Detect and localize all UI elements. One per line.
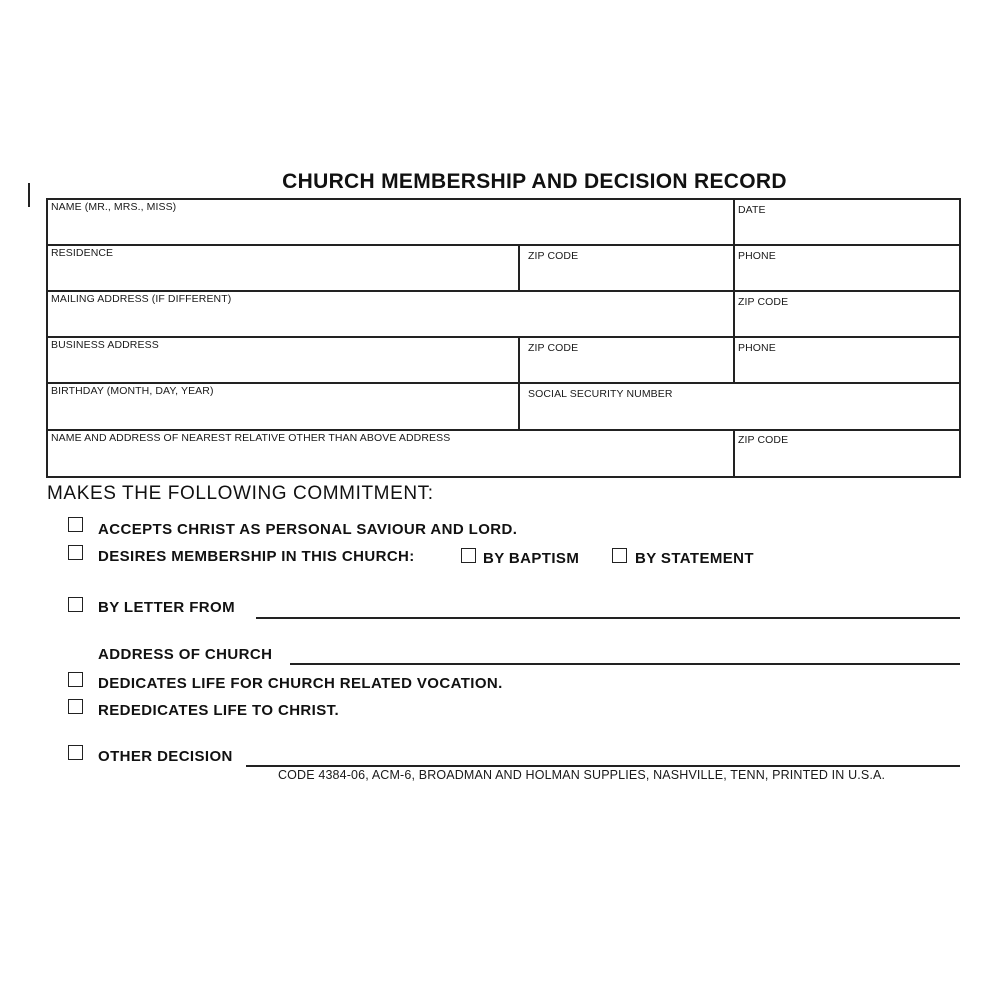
other-decision-label: OTHER DECISION (98, 748, 233, 765)
accepts-christ-checkbox[interactable] (68, 517, 83, 532)
address-of-church-label: ADDRESS OF CHURCH (98, 646, 273, 663)
row-divider (46, 290, 961, 292)
column-divider (733, 198, 735, 244)
by-baptism-label: BY BAPTISM (483, 550, 580, 567)
other-decision-checkbox[interactable] (68, 745, 83, 760)
dedicates-label: DEDICATES LIFE FOR CHURCH RELATED VOCATION. (98, 675, 503, 692)
row-divider (46, 382, 961, 384)
column-divider (518, 382, 520, 429)
column-divider (518, 244, 520, 290)
date-field[interactable]: DATE (738, 204, 766, 216)
row-divider (46, 336, 961, 338)
by-baptism-checkbox[interactable] (461, 548, 476, 563)
relative-zip-field[interactable]: ZIP CODE (738, 434, 789, 446)
nearest-relative-field[interactable]: NAME AND ADDRESS OF NEAREST RELATIVE OTHER THAN ABOVE ADDRESS (51, 432, 451, 444)
column-divider (733, 336, 735, 382)
name-field[interactable]: NAME (MR., MRS., MISS) (51, 201, 177, 213)
by-letter-line[interactable] (256, 617, 960, 619)
commitment-heading: MAKES THE FOLLOWING COMMITMENT: (47, 483, 434, 504)
rededicates-checkbox[interactable] (68, 699, 83, 714)
row-divider (46, 429, 961, 431)
residence-zip-field[interactable]: ZIP CODE (528, 250, 579, 262)
mailing-zip-field[interactable]: ZIP CODE (738, 296, 789, 308)
membership-checkbox[interactable] (68, 545, 83, 560)
dedicates-checkbox[interactable] (68, 672, 83, 687)
address-of-church-line[interactable] (290, 663, 960, 665)
by-statement-checkbox[interactable] (612, 548, 627, 563)
business-zip-field[interactable]: ZIP CODE (528, 342, 579, 354)
form-title: CHURCH MEMBERSHIP AND DECISION RECORD (282, 170, 787, 193)
birthday-field[interactable]: BIRTHDAY (MONTH, DAY, YEAR) (51, 385, 214, 397)
residence-phone-field[interactable]: PHONE (738, 250, 776, 262)
column-divider (733, 429, 735, 478)
by-statement-label: BY STATEMENT (635, 550, 754, 567)
membership-label: DESIRES MEMBERSHIP IN THIS CHURCH: (98, 548, 415, 565)
other-decision-line[interactable] (246, 765, 960, 767)
row-divider (46, 244, 961, 246)
column-divider (518, 336, 520, 382)
by-letter-label: BY LETTER FROM (98, 599, 235, 616)
rededicates-label: REDEDICATES LIFE TO CHRIST. (98, 702, 340, 719)
column-divider (733, 290, 735, 336)
column-divider (733, 244, 735, 290)
ssn-field[interactable]: SOCIAL SECURITY NUMBER (528, 388, 673, 400)
by-letter-checkbox[interactable] (68, 597, 83, 612)
mailing-address-field[interactable]: MAILING ADDRESS (IF DIFFERENT) (51, 293, 232, 305)
business-phone-field[interactable]: PHONE (738, 342, 776, 354)
residence-field[interactable]: RESIDENCE (51, 247, 114, 259)
footer-code: CODE 4384-06, ACM-6, BROADMAN AND HOLMAN SUPPLIES, NASHVILLE, TENN, PRINTED IN U.S.A. (278, 768, 886, 782)
accepts-christ-label: ACCEPTS CHRIST AS PERSONAL SAVIOUR AND LORD. (98, 521, 518, 538)
business-address-field[interactable]: BUSINESS ADDRESS (51, 339, 159, 351)
